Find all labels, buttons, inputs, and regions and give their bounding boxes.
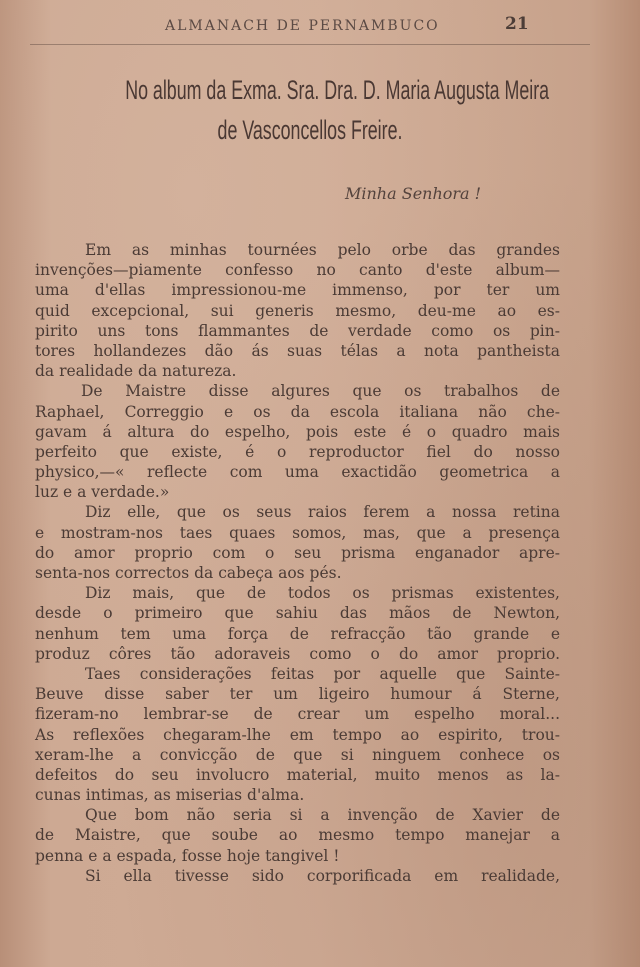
text-line: da realidade da natureza. xyxy=(35,362,237,381)
text-line: perfeito que existe, é o reproductor fiel do nosso xyxy=(35,442,560,461)
running-title: ALMANACH DE PERNAMBUCO xyxy=(165,18,440,34)
text-line: senta-nos correctos da cabeça aos pés. xyxy=(35,564,342,582)
article-title-line-2: de Vasconcellos Freire. xyxy=(217,115,403,145)
text-line: pirito uns tons flammantes de verdade como os pin- xyxy=(35,321,560,340)
text-line: defeitos do seu involucro material, muito menos as la- xyxy=(35,765,560,784)
text-line: Beuve disse saber ter um ligeiro humour á Sterne, xyxy=(35,685,560,704)
text-line: Taes considerações feitas por aquelle que Sainte- xyxy=(85,664,560,683)
text-line: Que bom não seria si a invenção de Xavier de xyxy=(85,806,560,825)
text-line: Raphael, Correggio e os da escola italiana não che- xyxy=(35,402,560,421)
text-line: do amor proprio com o seu prisma enganador apre- xyxy=(35,543,560,562)
text-line: nenhum tem uma força de refracção tão grande e xyxy=(35,624,560,643)
text-line: As reflexões chegaram-lhe em tempo ao espirito, trou- xyxy=(35,725,560,744)
article-title xyxy=(125,70,550,150)
text-line: fizeram-no lembrar-se de crear um espelho moral... xyxy=(35,705,560,724)
article-body xyxy=(35,240,560,886)
text-line: quid excepcional, sui generis mesmo, deu-me ao es- xyxy=(35,301,560,320)
text-line: e mostram-nos taes quaes somos, mas, que a presença xyxy=(35,523,560,542)
text-line: physico,—« reflecte com uma exactidão geometrica a xyxy=(35,463,560,482)
text-line: gavam á altura do espelho, pois este é o quadro mais xyxy=(35,422,560,441)
salutation: Minha Senhora ! xyxy=(345,184,482,203)
text-line: uma d'ellas impressionou-me immenso, por ter um xyxy=(35,281,560,300)
text-line: Diz elle, que os seus raios ferem a nossa retina xyxy=(85,503,560,522)
text-line: desde o primeiro que sahiu das mãos de Newton, xyxy=(35,604,560,623)
header-rule xyxy=(30,44,590,45)
text-line: produz côres tão adoraveis como o do amor proprio. xyxy=(35,644,560,663)
article-title-line-1: No album da Exma. Sra. Dra. D. Maria Augusta Meira xyxy=(125,75,550,105)
text-line: De Maistre disse algures que os trabalhos de xyxy=(81,382,560,401)
text-line: Diz mais, que de todos os prismas existentes, xyxy=(85,584,560,603)
page-number: 21 xyxy=(505,14,529,34)
text-line: Si ella tivesse sido corporificada em realidade, xyxy=(85,866,560,885)
text-line: Em as minhas tournées pelo orbe das grandes xyxy=(85,241,560,259)
text-line: cunas intimas, as miserias d'alma. xyxy=(35,786,305,805)
text-line: invenções—piamente confesso no canto d'este album— xyxy=(35,261,560,280)
text-line: xeram-lhe a convicção de que si ninguem conhece os xyxy=(35,745,560,764)
running-head xyxy=(150,8,590,38)
text-line: penna e a espada, fosse hoje tangivel ! xyxy=(35,846,340,865)
text-line: luz e a verdade.» xyxy=(35,483,170,502)
text-line: tores hollandezes dão ás suas télas a nota pantheista xyxy=(35,341,560,360)
text-line: de Maistre, que soube ao mesmo tempo manejar a xyxy=(35,826,560,845)
